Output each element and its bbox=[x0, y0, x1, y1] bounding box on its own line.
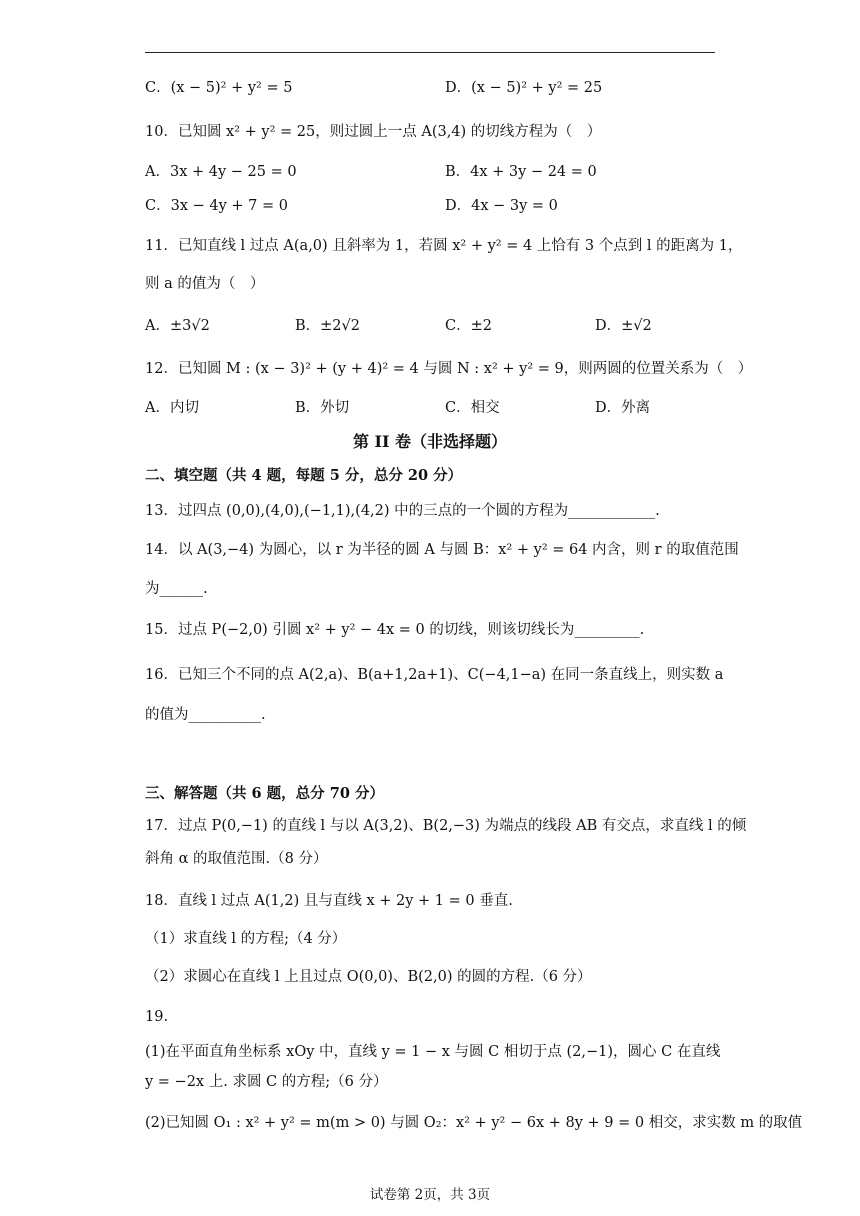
q11-option-b: B．±2√2 bbox=[295, 318, 360, 334]
q17-line2: 斜角 α 的取值范围.（8 分） bbox=[145, 851, 328, 867]
q19-part2-line1: (2)已知圆 O₁ : x² + y² = m(m > 0) 与圆 O₂：x² + y² − 6x + 8y + 9 = 0 相交，求实数 m 的取值 bbox=[145, 1115, 803, 1131]
q12-option-b: B．外切 bbox=[295, 400, 350, 416]
q11-option-d: D．±√2 bbox=[595, 318, 652, 334]
q19-part1-line2: y = −2x 上. 求圆 C 的方程;（6 分） bbox=[145, 1074, 388, 1090]
q10-option-b: B．4x + 3y − 24 = 0 bbox=[445, 164, 597, 180]
q12-option-c: C．相交 bbox=[445, 400, 500, 416]
q15: 15．过点 P(−2,0) 引圆 x² + y² − 4x = 0 的切线，则该切线长为_________. bbox=[145, 622, 645, 638]
q16-line1: 16．已知三个不同的点 A(2,a)、B(a+1,2a+1)、C(−4,1−a) 在同一条直线上，则实数 a bbox=[145, 667, 724, 683]
q19-part1-line1: (1)在平面直角坐标系 xOy 中，直线 y = 1 − x 与圆 C 相切于点 (2,−1)，圆心 C 在直线 bbox=[145, 1044, 721, 1060]
q10-stem: 10．已知圆 x² + y² = 25，则过圆上一点 A(3,4) 的切线方程为（ ） bbox=[145, 124, 602, 140]
q11-stem-line2: 则 a 的值为（ ） bbox=[145, 276, 265, 292]
q12-stem: 12．已知圆 M : (x − 3)² + (y + 4)² = 4 与圆 N : x² + y² = 9，则两圆的位置关系为（ ） bbox=[145, 361, 753, 377]
q18-part2: （2）求圆心在直线 l 上且过点 O(0,0)、B(2,0) 的圆的方程.（6 分） bbox=[145, 969, 592, 985]
q14-line1: 14．以 A(3,−4) 为圆心，以 r 为半径的圆 A 与圆 B：x² + y² = 64 内含，则 r 的取值范围 bbox=[145, 542, 739, 558]
q10-option-c: C．3x − 4y + 7 = 0 bbox=[145, 198, 288, 214]
section-solve-heading: 三、解答题（共 6 题，总分 70 分） bbox=[145, 785, 384, 802]
q11-stem-line1: 11．已知直线 l 过点 A(a,0) 且斜率为 1，若圆 x² + y² = 4 上恰有 3 个点到 l 的距离为 1， bbox=[145, 238, 743, 254]
q13: 13．过四点 (0,0),(4,0),(−1,1),(4,2) 中的三点的一个圆的方程为____________. bbox=[145, 503, 660, 519]
q19-number: 19. bbox=[145, 1009, 169, 1025]
q11-option-c: C．±2 bbox=[445, 318, 492, 334]
q16-line2: 的值为__________. bbox=[145, 707, 266, 723]
q12-option-a: A．内切 bbox=[145, 400, 199, 416]
q9-option-c: C．(x − 5)² + y² = 5 bbox=[145, 80, 293, 96]
q10-option-d: D．4x − 3y = 0 bbox=[445, 198, 558, 214]
q14-line2: 为______. bbox=[145, 581, 208, 597]
q12-option-d: D．外离 bbox=[595, 400, 651, 416]
page-footer: 试卷第 2页，共 3页 bbox=[369, 1187, 491, 1203]
q10-option-a: A．3x + 4y − 25 = 0 bbox=[145, 164, 297, 180]
q18-stem: 18．直线 l 过点 A(1,2) 且与直线 x + 2y + 1 = 0 垂直. bbox=[145, 893, 513, 909]
q17-line1: 17．过点 P(0,−1) 的直线 l 与以 A(3,2)、B(2,−3) 为端点的线段 AB 有交点，求直线 l 的倾 bbox=[145, 818, 747, 834]
header-rule bbox=[145, 52, 715, 53]
q18-part1: （1）求直线 l 的方程;（4 分） bbox=[145, 931, 347, 947]
q9-option-d: D．(x − 5)² + y² = 25 bbox=[445, 80, 603, 96]
section-fill-blank-heading: 二、填空题（共 4 题，每题 5 分，总分 20 分） bbox=[145, 467, 463, 484]
q11-option-a: A．±3√2 bbox=[145, 318, 210, 334]
part-ii-title: 第 II 卷（非选择题） bbox=[352, 432, 508, 451]
